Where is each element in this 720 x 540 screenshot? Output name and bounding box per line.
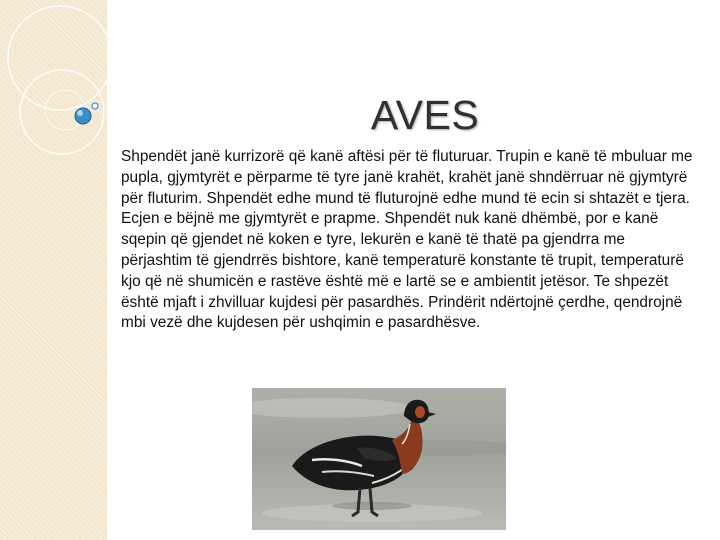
goose-photo (252, 388, 506, 530)
decorative-circles (0, 0, 140, 200)
slide-body-text: Shpendët janë kurrizorë që kanë aftësi për të fluturuar. Trupin e kanë të mbuluar me pupla, gjymtyrët e përparme të tyre janë krahët, krahët janë shndërruar në gjymtyrë për fluturim. Shpendët edhe mund të fluturojnë edhe mund të ecin si shtazët e tjera. Ecjen e bëjnë me gjymtyrët e prapme. Shpendët nuk kanë dhëmbë, por e kanë sqepin që gjendet në koken e tyre, lekurën e kanë të thatë pa gjendrra me përjashtim të gjendrrës bishtore, kanë temperaturë konstante të trupit, temperaturë kjo që në shumicën e rastëve është më e lartë se e ambientit jetësor. Te shpezët është mjaft i zhvilluar kujdesi për pasardhës. Prindërit ndërtojnë çerdhe, qendrojnë mbi vezë dhe kujdesen për ushqimin e pasardhësve. (121, 148, 693, 332)
small-bullet-icon (92, 103, 98, 109)
blue-bullet-icon (75, 108, 91, 124)
slide-title: AVES (370, 92, 480, 138)
